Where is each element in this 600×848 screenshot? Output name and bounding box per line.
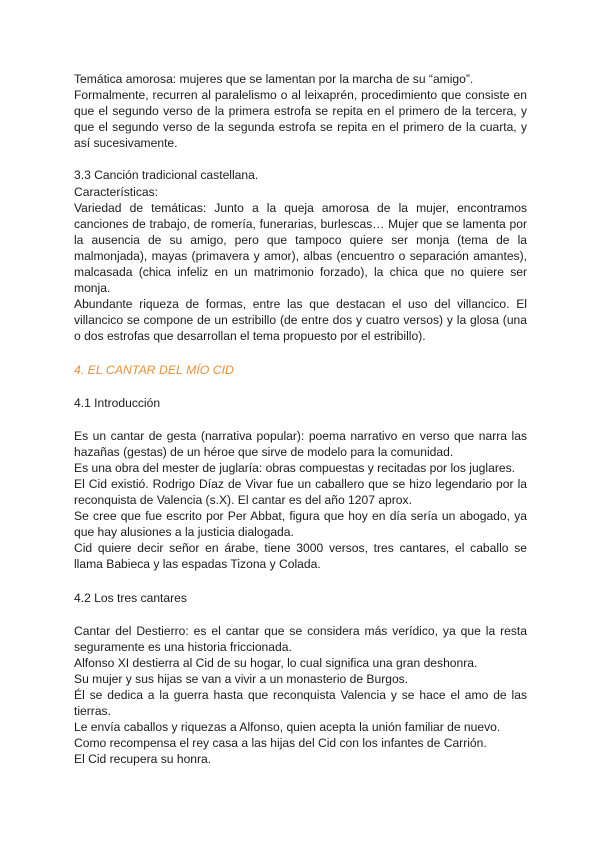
label-caracteristicas: Características: — [74, 184, 159, 199]
section-4-heading: 4. EL CANTAR DEL MÍO CID — [74, 362, 234, 377]
paragraph-recompensa: Como recompensa el rey casa a las hijas del Cid con los infantes de Carrión. — [74, 736, 487, 751]
paragraph-formalmente: Formalmente, recurren al paralelismo o al leixaprén, procedimiento que consiste en que el segundo verso de la primera estrofa se repita en el primero de la tercera, y que el segundo verso de la segunda estrofa se repita en el primero de la cuarta, y así sucesivamente. — [74, 88, 527, 151]
spacer — [74, 151, 527, 167]
paragraph-alfonso-destierra: Alfonso XI destierra al Cid de su hogar, lo cual significa una gran deshonra. — [74, 655, 478, 670]
paragraph-recupera-honra: El Cid recupera su honra. — [74, 752, 212, 767]
paragraph-cantar-destierro: Cantar del Destierro: es el cantar que se considera más verídico, ya que la resta seguramente es una historia friccionada. — [74, 623, 527, 654]
paragraph-guerra-valencia: Él se dedica a la guerra hasta que reconquista Valencia y se hace el amo de las tierras. — [74, 688, 527, 719]
paragraph-mujer-hijas: Su mujer y sus hijas se van a vivir a un monasterio de Burgos. — [74, 671, 409, 686]
section-4-2-heading: 4.2 Los tres cantares — [74, 590, 187, 605]
paragraph-cantar-de-gesta: Es un cantar de gesta (narrativa popular): poema narrativo en verso que narra las hazañas (gestas) de un héroe que sirve de modelo para la comunidad. — [74, 428, 527, 459]
paragraph-cid-significado: Cid quiere decir señor en árabe, tiene 3000 versos, tres cantares, el caballo se llama Babieca y las espadas Tizona y Colada. — [74, 541, 527, 572]
paragraph-variedad-tematicas: Variedad de temáticas: Junto a la queja amorosa de la mujer, encontramos canciones de trabajo, de romería, funerarias, burlescas… Mujer que se lamenta por la ausencia de su amigo, pero que tampoco quiere ser monja (tema de la malmonjada), mayas (primavera y amor), albas (encuentro o separación amantes), malcasada (chica infeliz en un matrimonio forzado), la chica que no quiere ser monja. — [74, 200, 527, 296]
spacer — [74, 573, 527, 590]
paragraph-per-abbat: Se cree que fue escrito por Per Abbat, figura que hoy en día sería un abogado, ya que hay alusiones a la justicia dialogada. — [74, 509, 527, 540]
section-3-3-heading: 3.3 Canción tradicional castellana. — [74, 168, 259, 183]
spacer — [74, 378, 527, 395]
spacer — [74, 411, 527, 428]
paragraph-tematica-amorosa: Temática amorosa: mujeres que se lamentan por la marcha de su “amigo”. — [74, 72, 474, 86]
paragraph-el-cid-existio: El Cid existió. Rodrigo Díaz de Vivar fue un caballero que se hizo legendario por la reconquista de Valencia (s.X). El cantar es del año 1207 aprox. — [74, 476, 527, 508]
section-4-1-heading: 4.1 Introducción — [74, 395, 161, 410]
paragraph-riqueza-formas: Abundante riqueza de formas, entre las que destacan el uso del villancico. El villancico se compone de un estribillo (de entre dos y cuatro versos) y la glosa (una o dos estrofas que desarrollan el tema propuesto por el estribillo). — [74, 297, 527, 344]
paragraph-mester-juglaria: Es una obra del mester de juglaría: obras compuestas y recitadas por los juglares. — [74, 460, 515, 475]
paragraph-caballos-riquezas: Le envía caballos y riquezas a Alfonso, quien acepta la unión familiar de nuevo. — [74, 720, 501, 735]
spacer — [74, 345, 527, 362]
document-page — [74, 71, 527, 767]
spacer — [74, 606, 527, 623]
